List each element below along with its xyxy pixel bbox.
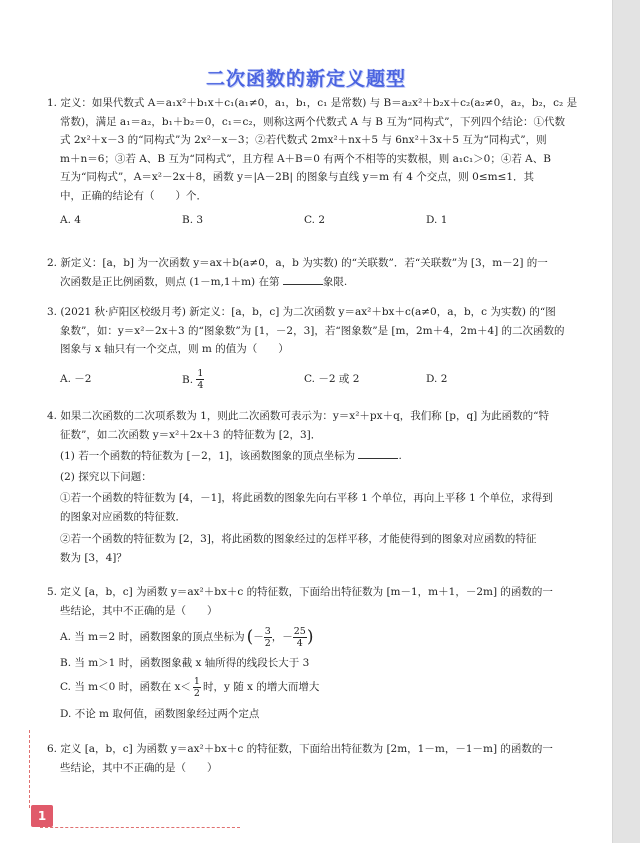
q1-line: 常数)，满足 a₁＝a₂，b₁＋b₂＝0，c₁＝c₂，则称这两个代数式 A 与 B 互为“同构式”，下列四个结论：①代数 [60, 115, 565, 128]
q4-part-1: (1) 若一个函数的特征数为 [－2，1]，该函数图象的顶点坐标为 . [60, 450, 402, 462]
q3-line: 象数”，如：y＝x²－2x＋3 的“图象数”为 [1，－2，3]，若“图象数”是 [m，2m＋4，2m＋4] 的二次函数的 [60, 324, 565, 337]
viewer-side-strip [612, 0, 640, 843]
q6-line: 6. 定义 [a，b，c] 为函数 y＝ax²＋bx＋c 的特征数，下面给出特征数为 [2m，1－m，－1－m] 的函数的一 [47, 743, 553, 755]
question-4 [47, 407, 577, 568]
q4-line: (2) 探究以下问题： [60, 471, 152, 483]
q5-option-c: C. 当 m＜0 时，函数在 x＜ 1 2 时，y 随 x 的增大而增大 [60, 676, 320, 699]
q3-options [47, 367, 577, 393]
question-1 [47, 94, 577, 229]
q4-line: ①若一个函数的特征数为 [4，－1]，将此函数的图象先向右平移 1 个单位，再向上平移 1 个单位，求得到 [60, 492, 553, 504]
q4-line: 征数”，如二次函数 y＝x²＋2x＋3 的特征数为 [2，3]． [60, 429, 322, 441]
q3-option-a: A. －2 [60, 373, 92, 386]
q2-answer-blank[interactable] [283, 274, 323, 285]
page-border-vertical [29, 730, 30, 808]
q4-line: 的图象对应函数的特征数． [60, 511, 186, 523]
q5-option-d: D. 不论 m 取何值，函数图象经过两个定点 [60, 707, 260, 720]
q1-line: 1. 定义：如果代数式 A＝a₁x²＋b₁x＋c₁(a₁≠0，a₁，b₁，c₁ 是常数) 与 B＝a₂x²＋b₂x＋c₂(a₂≠0，a₂，b₂，c₂ 是 [47, 97, 577, 109]
q5-option-a: A. 当 m＝2 时，函数图象的顶点坐标为 ( － 3 2 ，－ 25 4 ) [60, 625, 314, 649]
q5-fraction-2: 25 4 [293, 625, 306, 649]
q1-line: 式 2x²＋x－3 的“同构式”为 2x²－x－3；②若代数式 2mx²＋nx＋5 与 6nx²＋3x＋5 互为“同构式”，则 [60, 134, 547, 146]
q3-line: 3. (2021 秋·庐阳区校级月考) 新定义：[a，b，c] 为二次函数 y＝ax²＋bx＋c(a≠0，a，b，c 为实数) 的“图 [47, 306, 556, 318]
q4-answer-blank[interactable] [358, 448, 398, 459]
q5-fraction-1: 3 2 [264, 625, 271, 649]
q5-line: 5. 定义 [a，b，c] 为函数 y＝ax²＋bx＋c 的特征数，下面给出特征数为 [m－1，m＋1，－2m] 的函数的一 [47, 586, 553, 598]
q1-option-c: C. 2 [304, 213, 326, 226]
q4-line: 4. 如果二次函数的二次项系数为 1，则此二次函数可表示为：y＝x²＋px＋q，我们称 [p，q] 为此函数的“特 [47, 410, 549, 422]
q1-option-b: B. 3 [182, 213, 204, 226]
question-5 [47, 583, 577, 723]
question-2 [47, 254, 577, 291]
q2-line-2: 次函数是正比例函数，则点 (1－m,1＋m) 在第 象限. [60, 275, 348, 288]
q3-option-c: C. －2 或 2 [304, 373, 360, 386]
page-border-horizontal [40, 827, 240, 828]
q1-line: m＋n＝6；③若 A、B 互为“同构式”，且方程 A＋B＝0 有两个不相等的实数根，则 a₁c₁＞0；④若 A、B [60, 152, 551, 165]
question-6 [47, 740, 577, 777]
page-title: 二次函数的新定义题型 [205, 68, 406, 90]
q1-line: 中，正确的结论有（ ）个． [60, 189, 207, 202]
q1-option-a: A. 4 [60, 213, 81, 226]
q3-line: 图象与 x 轴只有一个交点，则 m 的值为（ ） [60, 343, 289, 355]
q3-option-b: B. $\frac{1}{4}$ [182, 368, 204, 391]
q3-option-b-fraction: $\frac{1}{4}$ [197, 368, 204, 391]
q2-line: 2. 新定义：[a，b] 为一次函数 y＝ax＋b(a≠0，a，b 为实数) 的“关联数”．若“关联数”为 [3，m－2] 的一 [47, 257, 548, 269]
q1-options [47, 211, 577, 229]
q5-line: 些结论，其中不正确的是（ ） [60, 604, 218, 617]
q6-line: 些结论，其中不正确的是（ ） [60, 761, 218, 774]
q4-line: 数为 [3，4]？ [60, 552, 127, 564]
q1-line: 互为“同构式”，A＝x²－2x＋8，函数 y＝|A－2B| 的图象与直线 y＝m 有 4 个交点，则 0≤m≤1．其 [60, 171, 535, 183]
page-number-badge: 1 [31, 805, 53, 827]
q5-option-b: B. 当 m＞1 时，函数图象截 x 轴所得的线段长大于 3 [60, 657, 310, 669]
q3-option-d: D. 2 [426, 373, 448, 386]
q5-fraction-3: 1 2 [193, 676, 200, 699]
question-3 [47, 303, 577, 393]
q4-line: ②若一个函数的特征数为 [2，3]，将此函数的图象经过的怎样平移，才能使得到的图象对应函数的特征 [60, 533, 537, 545]
q1-option-d: D. 1 [426, 213, 448, 226]
